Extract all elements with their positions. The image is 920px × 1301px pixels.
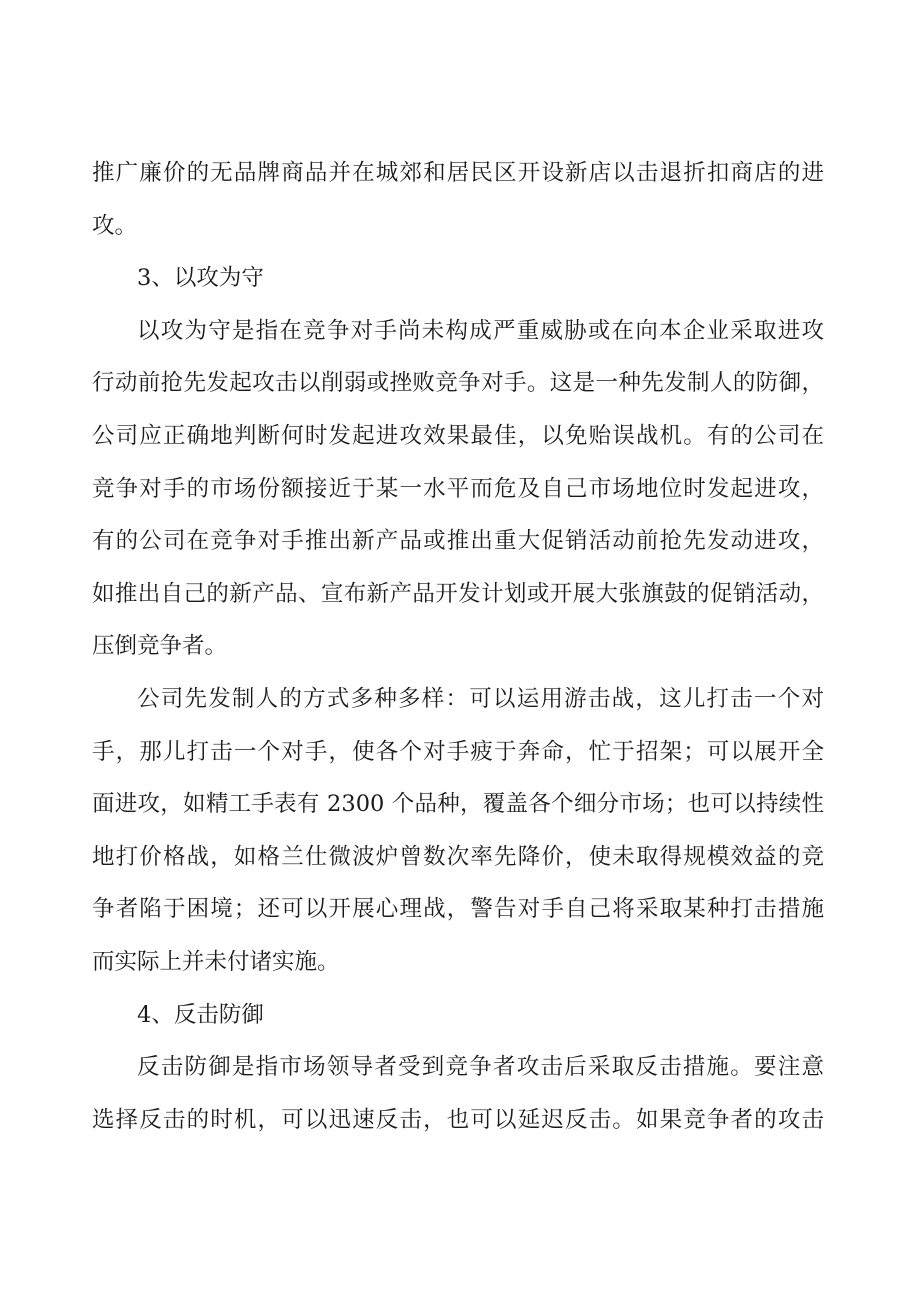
text-line: 地打价格战，如格兰仕微波炉曾数次率先降价，使未取得规模效益的竞 bbox=[92, 843, 824, 870]
text-line: 如推出自己的新产品、宣布新产品开发计划或开展大张旗鼓的促销活动， bbox=[92, 580, 824, 607]
text-line: 争者陷于困境；还可以开展心理战，警告对手自己将采取某种打击措施 bbox=[92, 896, 824, 923]
text-line: 竞争对手的市场份额接近于某一水平而危及自己市场地位时发起进攻， bbox=[92, 475, 824, 502]
paragraph-first-line: 反击防御是指市场领导者受到竞争者攻击后采取反击措施。要注意 bbox=[137, 1054, 824, 1081]
text-line: 面进攻，如精工手表有 2300 个品种，覆盖各个细分市场；也可以持续性 bbox=[92, 791, 824, 818]
section-heading: 3、以攻为守 bbox=[137, 265, 264, 292]
text-line: 有的公司在竞争对手推出新产品或推出重大促销活动前抢先发动进攻， bbox=[92, 528, 824, 555]
paragraph-first-line: 公司先发制人的方式多种多样：可以运用游击战，这儿打击一个对 bbox=[137, 685, 824, 712]
paragraph-first-line: 以攻为守是指在竞争对手尚未构成严重威胁或在向本企业采取进攻 bbox=[137, 317, 824, 344]
text-line: 行动前抢先发起攻击以削弱或挫败竞争对手。这是一种先发制人的防御， bbox=[92, 370, 824, 397]
text-line: 选择反击的时机，可以迅速反击，也可以延迟反击。如果竞争者的攻击 bbox=[92, 1106, 824, 1133]
text-line: 手，那儿打击一个对手，使各个对手疲于奔命，忙于招架；可以展开全 bbox=[92, 738, 824, 765]
document-body bbox=[92, 147, 824, 1146]
text-line: 攻。 bbox=[92, 212, 138, 239]
text-line: 推广廉价的无品牌商品并在城郊和居民区开设新店以击退折扣商店的进 bbox=[92, 160, 824, 186]
text-line: 压倒竞争者。 bbox=[92, 633, 228, 660]
section-heading: 4、反击防御 bbox=[137, 1001, 264, 1028]
text-line: 公司应正确地判断何时发起进攻效果最佳，以免贻误战机。有的公司在 bbox=[92, 422, 824, 449]
text-line: 而实际上并未付诸实施。 bbox=[92, 948, 340, 975]
